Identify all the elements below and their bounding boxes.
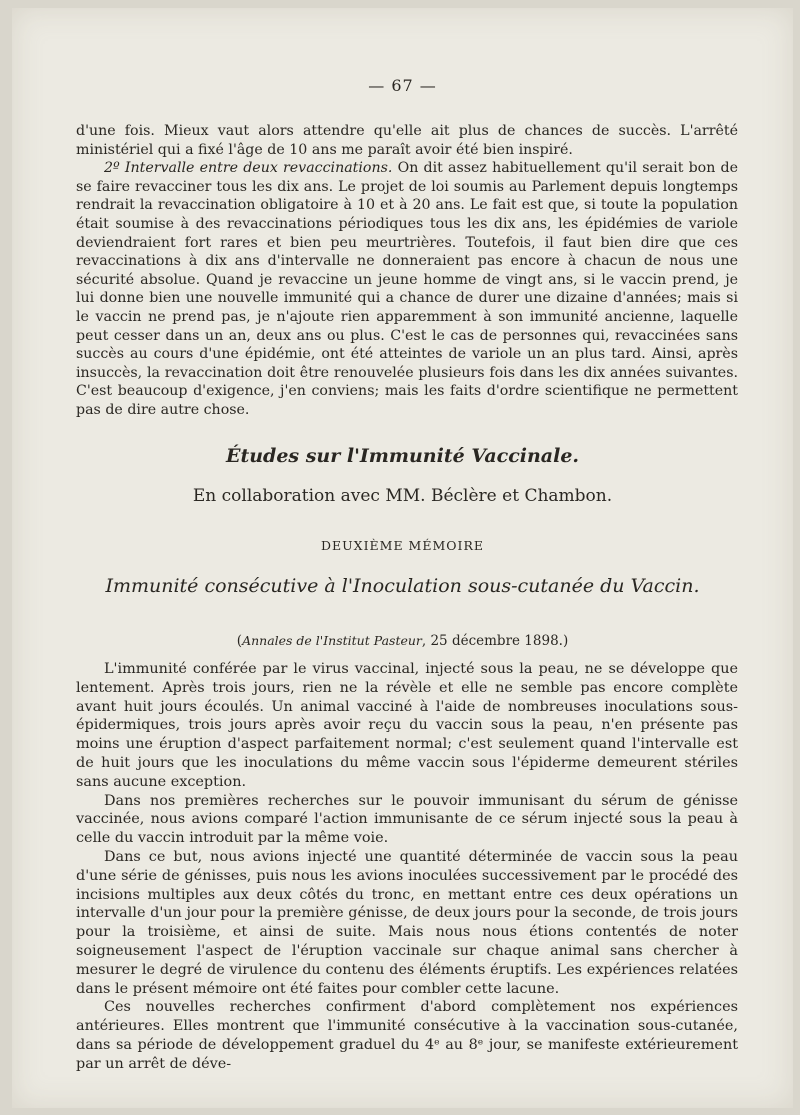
collaboration-line: En collaboration avec MM. Béclère et Chambon. (192, 486, 613, 506)
citation-date: , 25 décembre 1898.) (421, 633, 569, 649)
source-citation (12, 633, 793, 649)
document-page (12, 8, 793, 1108)
paragraph-method: Dans ce but, nous avions injecté une quantité déterminée de vaccin sous la peau d'une série de génisses, puis nous les avions inoculées successivement par le procédé des incisions multiples aux deux côtés du tronc, en mettant entre ces deux opérations un intervalle d'un jour pour la première génisse, de deux jours pour la seconde, de trois jours pour la troisième, et ainsi de suite. Mais nous nous étions contentés de noter soigneusement l'aspect de l'éruption vaccinale sur chaque animal sans chercher à mesurer le degré de virulence du contenu des éléments éruptifs. Les expériences relatées dans le présent mémoire ont été faites pour combler cette lacune. (76, 848, 738, 997)
top-text-block (76, 122, 738, 420)
citation-open: ( (236, 633, 243, 649)
paragraph-immunity: L'immunité conférée par le virus vaccinal, injecté sous la peau, ne se développe que lentement. Après trois jours, rien ne la révèle et elle ne semble pas encore complète avant huit jours écoulés. Un animal vacciné à l'aide de nombreuses inoculations sous-épidermiques, trois jours après avoir reçu du vaccin sous la peau, n'en présente pas moins une éruption d'aspect parfaitement normal; c'est seulement quand l'intervalle est de huit jours que les inoculations du même vaccin sous l'épiderme demeurent stériles sans aucune exception. (76, 661, 738, 790)
section-title: Études sur l'Immunité Vaccinale. (225, 445, 580, 467)
bottom-text-block (76, 660, 738, 1074)
paragraph-revaccination-interval (76, 159, 738, 419)
paragraph-body: On dit assez habituellement qu'il serait bon de se faire revacciner tous les dix ans. Le projet de loi soumis au Parlement depuis longtemps rendrait la revaccination obligatoire à 10 et à 20 ans. Le fait est que, si toute la population était soumise à des revaccinations périodiques tous les dix ans, les épidémies de variole deviendraient fort rares et bien peu meurtrières. Toutefois, il faut bien dire que ces revaccinations à dix ans d'intervalle ne donneraient pas encore à chacun de nous une sécurité absolue. Quand je revaccine un jeune homme de vingt ans, si le vaccin prend, je lui donne bien une nouvelle immunité qui a chance de durer une dizaine d'années; mais si le vaccin ne prend pas, je n'ajoute rien apparemment à son immunité ancienne, laquelle peut cesser dans un an, deux ans ou plus. C'est le cas de personnes qui, revaccinées sans succès au cours d'une épidémie, ont été atteintes de variole un an plus tard. Ainsi, après insuccès, la revaccination doit être renouvelée plusieurs fois dans les dix années suivantes. C'est beaucoup d'exigence, j'en conviens; mais les faits d'ordre scientifique ne permettent pas de dire autre chose. (76, 160, 738, 418)
citation-journal: Annales de l'Institut Pasteur (242, 633, 422, 648)
paragraph-first-research: Dans nos premières recherches sur le pouvoir immunisant du sérum de génisse vaccinée, nous avions comparé l'action immunisante de ce sérum injecté sous la peau à celle du vaccin introduit par la même voie. (76, 792, 738, 847)
paragraph-new-research: Ces nouvelles recherches confirment d'abord complètement nos expériences antérieures. Elles montrent que l'immunité consécutive à la vaccination sous-cutanée, dans sa période de développement graduel du 4ᵉ au 8ᵉ jour, se manifeste extérieurement par un arrêt de déve- (76, 999, 738, 1072)
paragraph-continuation: d'une fois. Mieux vaut alors attendre qu'elle ait plus de chances de succès. L'arrêté ministériel qui a fixé l'âge de 10 ans me paraît avoir été bien inspiré. (76, 123, 738, 158)
memoire-label: DEUXIÈME MÉMOIRE (321, 538, 484, 553)
page-number: — 67 — (368, 76, 437, 95)
section-label: 2º Intervalle entre deux revaccinations. (104, 160, 393, 177)
memoire-subtitle: Immunité consécutive à l'Inoculation sous-cutanée du Vaccin. (105, 575, 700, 597)
